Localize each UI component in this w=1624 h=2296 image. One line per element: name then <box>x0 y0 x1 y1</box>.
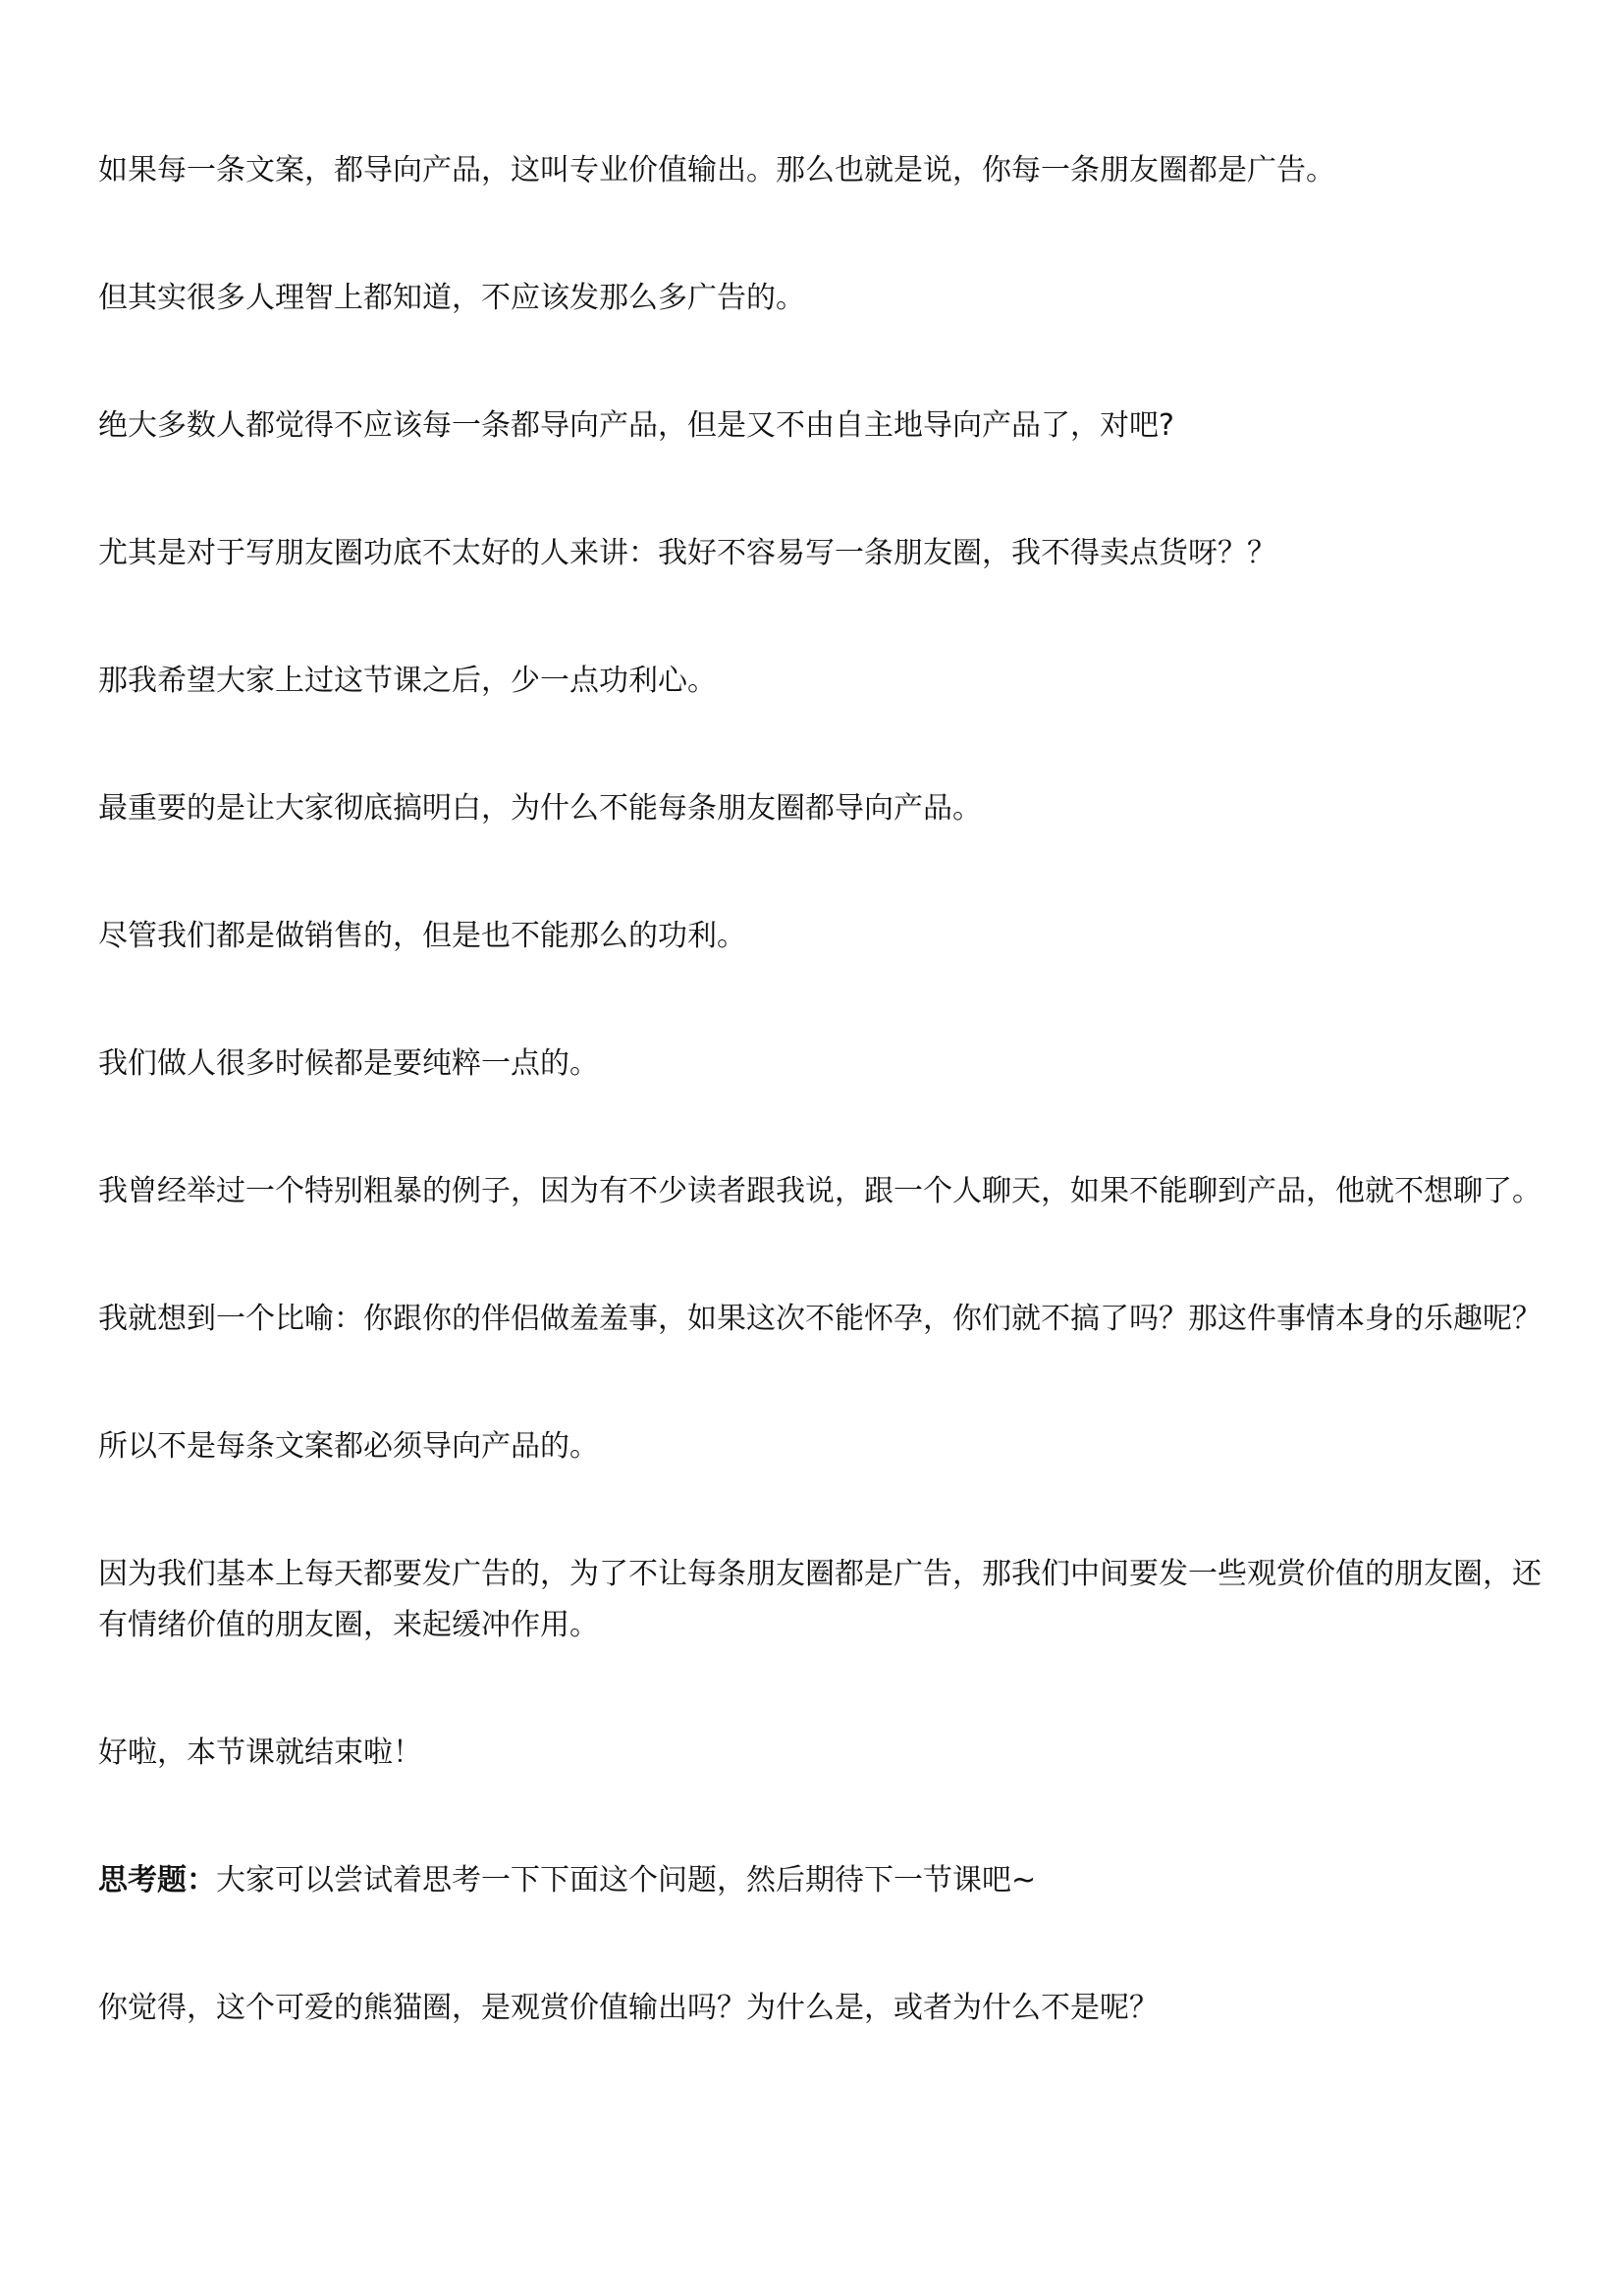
question-label: 思考题： <box>98 1863 216 1897</box>
paragraph-12: 因为我们基本上每天都要发广告的，为了不让每条朋友圈都是广告，那我们中间要发一些观赏价值的朋友圈，还有情绪价值的朋友圈，来起缓冲作用。 <box>98 1557 1542 1642</box>
question-paragraph <box>98 1855 1542 1906</box>
question-text: 大家可以尝试着思考一下下面这个问题，然后期待下一节课吧~ <box>216 1863 1037 1897</box>
paragraph-6: 最重要的是让大家彻底搞明白，为什么不能每条朋友圈都导向产品。 <box>98 791 982 826</box>
paragraph-9: 我曾经举过一个特别粗暴的例子，因为有不少读者跟我说，跟一个人聊天，如果不能聊到产品，他就不想聊了。 <box>98 1174 1542 1208</box>
document-page <box>98 145 1542 2034</box>
final-question: 你觉得，这个可爱的熊猫圈，是观赏价值输出吗？为什么是，或者为什么不是呢？ <box>98 1991 1159 2025</box>
paragraph-5: 那我希望大家上过这节课之后，少一点功利心。 <box>98 664 717 698</box>
paragraph-10: 我就想到一个比喻：你跟你的伴侣做羞羞事，如果这次不能怀孕，你们就不搞了吗？那这件事情本身的乐趣呢？ <box>98 1302 1542 1336</box>
paragraph-13: 好啦，本节课就结束啦！ <box>98 1735 422 1770</box>
paragraph-2: 但其实很多人理智上都知道，不应该发那么多广告的。 <box>98 281 805 315</box>
paragraph-4: 尤其是对于写朋友圈功底不太好的人来讲：我好不容易写一条朋友圈，我不得卖点货呀？？ <box>98 536 1276 570</box>
paragraph-7: 尽管我们都是做销售的，但是也不能那么的功利。 <box>98 919 746 953</box>
paragraph-11: 所以不是每条文案都必须导向产品的。 <box>98 1429 599 1464</box>
paragraph-8: 我们做人很多时候都是要纯粹一点的。 <box>98 1046 599 1081</box>
paragraph-3: 绝大多数人都觉得不应该每一条都导向产品，但是又不由自主地导向产品了，对吧? <box>98 408 1174 443</box>
paragraph-1: 如果每一条文案，都导向产品，这叫专业价值输出。那么也就是说，你每一条朋友圈都是广告。 <box>98 153 1335 187</box>
